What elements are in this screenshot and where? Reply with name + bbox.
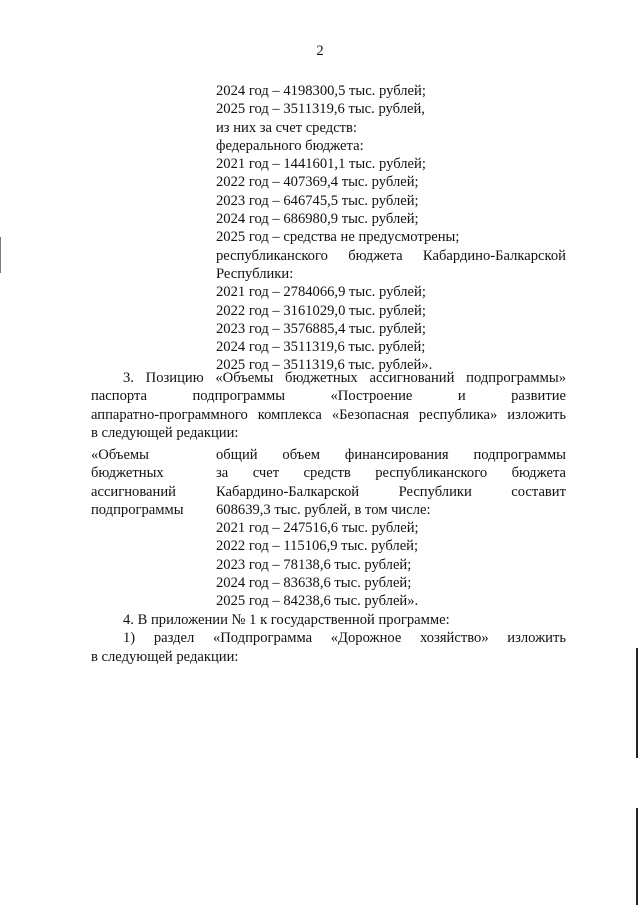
scan-margin-mark [636, 808, 638, 905]
text-line: 1) раздел «Подпрограмма «Дорожное хозяйство» изложить [123, 630, 566, 647]
table-value-line: 608639,3 тыс. рублей, в том числе: [216, 501, 431, 518]
table-value-line: 2023 год – 78138,6 тыс. рублей; [216, 556, 412, 573]
table-label-line: бюджетных [91, 465, 164, 482]
text-line: 2022 год – 3161029,0 тыс. рублей; [216, 302, 426, 319]
page-number: 2 [316, 43, 324, 59]
table-value-column [216, 446, 566, 611]
text-line: 2025 год – средства не предусмотрены; [216, 229, 460, 246]
text-line: 2025 год – 3511319,6 тыс. рублей». [216, 357, 433, 374]
text-line: 3. Позицию «Объемы бюджетных ассигнований подпрограммы» [123, 370, 566, 386]
table-value-line: 2024 год – 83638,6 тыс. рублей; [216, 575, 412, 592]
text-line: из них за счет средств: [216, 119, 357, 136]
text-line: в следующей редакции: [91, 648, 239, 665]
passport-continuation [216, 82, 566, 375]
table-value-line: 2025 год – 84238,6 тыс. рублей». [216, 593, 419, 610]
text-line: 2023 год – 3576885,4 тыс. рублей; [216, 320, 426, 337]
table-label-column [91, 446, 206, 519]
text-line: Республики: [216, 265, 294, 282]
table-label-line: подпрограммы [91, 501, 184, 518]
scan-margin-mark [0, 237, 1, 273]
scan-margin-mark [636, 648, 638, 758]
table-value-line: 2022 год – 115106,9 тыс. рублей; [216, 538, 419, 555]
text-line: 2024 год – 4198300,5 тыс. рублей; [216, 83, 426, 99]
text-line: 2025 год – 3511319,6 тыс. рублей, [216, 101, 425, 118]
item-4-paragraph [91, 611, 566, 666]
table-value-line: общий объем финансирования подпрограммы [216, 447, 566, 463]
text-line: 2021 год – 1441601,1 тыс. рублей; [216, 156, 426, 173]
text-line: 2023 год – 646745,5 тыс. рублей; [216, 192, 419, 209]
item-3-paragraph [91, 369, 566, 442]
table-label-line: «Объемы [91, 447, 149, 463]
table-value-line: 2021 год – 247516,6 тыс. рублей; [216, 520, 419, 537]
text-line: паспорта подпрограммы «Построение и развитие [91, 388, 566, 405]
text-line: республиканского бюджета Кабардино-Балкарской [216, 247, 566, 264]
table-label-line: ассигнований [91, 483, 176, 500]
text-line: федерального бюджета: [216, 137, 364, 154]
text-line: 2022 год – 407369,4 тыс. рублей; [216, 174, 419, 191]
table-value-line: Кабардино-Балкарской Республики составит [216, 483, 566, 500]
text-line: 2024 год – 686980,9 тыс. рублей; [216, 211, 419, 228]
text-line: в следующей редакции: [91, 424, 239, 441]
text-line: аппаратно-программного комплекса «Безопасная республика» изложить [91, 406, 566, 423]
text-line: 2021 год – 2784066,9 тыс. рублей; [216, 284, 426, 301]
text-line: 2024 год – 3511319,6 тыс. рублей; [216, 339, 426, 356]
table-value-line: за счет средств республиканского бюджета [216, 465, 566, 482]
text-line: 4. В приложении № 1 к государственной программе: [123, 612, 450, 628]
